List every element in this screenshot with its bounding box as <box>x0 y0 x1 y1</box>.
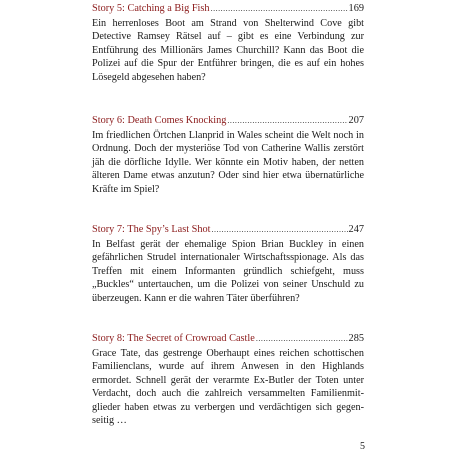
toc-entry-story-8 <box>92 333 364 427</box>
page-number: 169 <box>348 3 364 14</box>
page-number: 247 <box>348 224 364 235</box>
folio-page-number: 5 <box>360 441 365 452</box>
toc-entry-story-7 <box>92 224 364 305</box>
story-title: Story 6: Death Comes Knocking <box>92 115 227 126</box>
story-summary: Im friedlichen Örtchen Llanprid in Wales scheint die Welt noch in Ordnung. Doch der mysteriöse Tod von Catherine Wallis zerstört jäh die dörfliche Idylle. Wer könnte ein Motiv haben, der netten älteren Dame etwas anzutun? Oder sind hier etwa übernatürliche Kräfte im Spiel? <box>92 130 364 195</box>
toc-entry-heading <box>92 224 364 236</box>
toc-entry-story-5 <box>92 3 364 84</box>
story-summary: Ein herrenloses Boot am Strand von Shelterwind Cove gibt Detective Ramsey Rätsel auf – gibt es eine Verbindung zur Entführung des Millionärs James Churchill? Kann das Boot die Polizei auf die Spur der Entführer bringen, die es auf ein hohes Lösegeld abgesehen haben? <box>92 18 364 83</box>
toc-entry-heading <box>92 115 364 127</box>
page-number: 207 <box>348 115 364 126</box>
toc-entry-story-6 <box>92 115 364 196</box>
toc-entry-heading <box>92 333 364 345</box>
story-title: Story 7: The Spy’s Last Shot <box>92 224 211 235</box>
story-title: Story 8: The Secret of Crowroad Castle <box>92 333 255 344</box>
toc-entry-heading <box>92 3 364 15</box>
dot-leader <box>212 224 348 236</box>
page-number: 285 <box>348 333 364 344</box>
story-summary: In Belfast gerät der ehemalige Spion Brian Buckley in einen gefährlichen Strudel internationaler Wirtschaftsspionage. Als das Treffen mit einem Informanten gründlich schiefgeht, muss „Buckles“ untertauchen, um die Polizei von seiner Unschuld zu überzeugen. Kann er die wahren Täter überführen? <box>92 239 364 304</box>
dot-leader <box>227 115 347 127</box>
story-summary: Grace Tate, das gestrenge Oberhaupt eines reichen schottischen Familienclans, wurde auf ihrem Anwesen in den Highlands ermordet. Schnell gerät der verarmte Ex-Butler der Toten unter Verdacht, doch auch die zahlreich versammelten Familienmitglieder haben etwas zu verbergen und verdächtigen sich gegenseitig … <box>92 348 364 427</box>
table-of-contents-page <box>92 0 364 456</box>
dot-leader <box>256 333 348 345</box>
story-title: Story 5: Catching a Big Fish <box>92 3 210 14</box>
dot-leader <box>211 3 348 15</box>
